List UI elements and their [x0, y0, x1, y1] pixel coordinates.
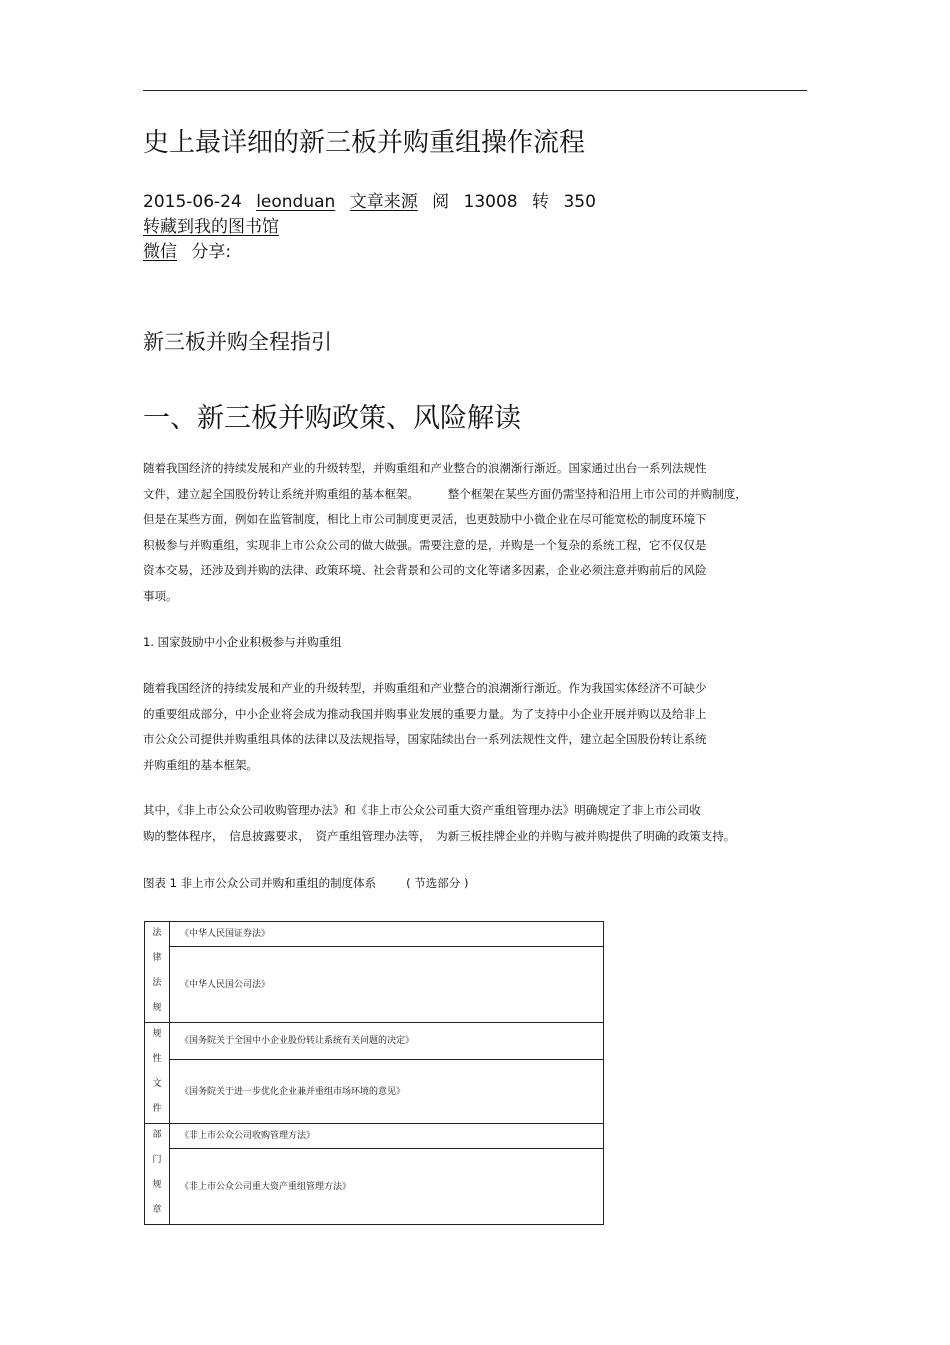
- figure-caption: [143, 875, 468, 891]
- table-row: [145, 1124, 604, 1149]
- category-char: 件: [152, 1104, 162, 1114]
- law-item: 《国务院关于进一步优化企业兼并重组市场环境的意见》: [180, 1086, 406, 1097]
- reads-label: 阅: [432, 192, 450, 212]
- subsection-heading: [143, 630, 783, 656]
- regulation-table: [144, 921, 604, 1225]
- text-line: 文件，建立起全国股份转让系统并购重组的基本框架。 整个框架在某些方面仍需坚持和沿用上市公司的并购制度，: [143, 486, 747, 501]
- law-item: 《中华人民国公司法》: [180, 979, 271, 990]
- law-item-cell: [170, 947, 604, 1023]
- law-item-cell: [170, 922, 604, 947]
- category-char: 章: [152, 1205, 162, 1215]
- category-char: 部: [152, 1130, 162, 1140]
- chapter-title: 一、新三板并购政策、风险解读: [143, 403, 521, 434]
- figure-caption-text: 图表 1 非上市公众公司并购和重组的制度体系: [143, 876, 377, 890]
- law-item-cell: [170, 1124, 604, 1149]
- category-char: 文: [152, 1079, 162, 1089]
- reads-count: 13008: [463, 192, 518, 212]
- text-line: 随着我国经济的持续发展和产业的升级转型，并购重组和产业整合的浪潮渐行渐近。作为我国实体经济不可缺少: [143, 681, 707, 695]
- source-link[interactable]: 文章来源: [349, 192, 418, 212]
- law-item: 《非上市公众公司收购管理方法》: [180, 1131, 316, 1142]
- text-line: 其中，《非上市公众公司收购管理办法》和《非上市公众公司重大资产重组管理办法》明确规定了非上市公司收: [143, 803, 701, 817]
- top-divider: [143, 90, 807, 91]
- save-to-library-link[interactable]: 转藏到我的图书馆: [143, 217, 279, 237]
- category-cell: [145, 1124, 170, 1225]
- table-row: [145, 922, 604, 947]
- author-link[interactable]: leonduan: [256, 192, 336, 212]
- law-item-cell: [170, 1060, 604, 1124]
- reposts-count: 350: [563, 192, 596, 212]
- paragraph-regulations: [143, 798, 783, 849]
- category-char: 规: [152, 1003, 162, 1013]
- text-line: 事项。: [143, 588, 178, 603]
- category-char: 门: [152, 1155, 162, 1165]
- article-meta: [143, 190, 605, 265]
- text-line: 购的整体程序， 信息披露要求， 资产重组管理办法等， 为新三板挂牌企业的并购与被并购提供了明确的政策支持。: [143, 828, 736, 843]
- paragraph-intro: [143, 456, 783, 609]
- text-line: 的重要组成部分，中小企业将会成为推动我国并购事业发展的重要力量。为了支持中小企业开展并购以及给非上: [143, 706, 707, 721]
- law-item-cell: [170, 1149, 604, 1225]
- subsection-heading-text: 1. 国家鼓励中小企业积极参与并购重组: [143, 635, 342, 649]
- category-cell: [145, 1023, 170, 1124]
- wechat-share-link[interactable]: 微信: [143, 242, 177, 262]
- table-row: [145, 1149, 604, 1225]
- text-line: 并购重组的基本框架。: [143, 757, 258, 772]
- text-line: 但是在某些方面，例如在监管制度，相比上市公司制度更灵活，也更鼓励中小微企业在尽可能宽松的制度环境下: [143, 512, 707, 526]
- reposts-label: 转: [532, 192, 550, 212]
- table-row: [145, 1023, 604, 1060]
- publish-date: 2015-06-24: [143, 192, 242, 212]
- paragraph-encourage: [143, 676, 783, 778]
- section-title: 新三板并购全程指引: [143, 330, 332, 354]
- figure-caption-note: ( 节选部分 ): [406, 876, 469, 890]
- category-cell: [145, 922, 170, 1023]
- share-label: 分享:: [191, 242, 232, 262]
- category-char: 法: [152, 978, 162, 988]
- text-line: 积极参与并购重组，实现非上市公众公司的做大做强。需要注意的是，并购是一个复杂的系统工程，它不仅仅是: [143, 537, 707, 552]
- category-char: 性: [152, 1054, 162, 1064]
- table-row: [145, 947, 604, 1023]
- text-line: 资本交易，还涉及到并购的法律、政策环境、社会背景和公司的文化等诸多因素，企业必须注意并购前后的风险: [143, 563, 707, 577]
- category-char: 规: [152, 1029, 162, 1039]
- law-item: 《国务院关于全国中小企业股份转让系统有关问题的决定》: [180, 1036, 415, 1047]
- page-title: 史上最详细的新三板并购重组操作流程: [143, 128, 586, 158]
- law-item-cell: [170, 1023, 604, 1060]
- table-row: [145, 1060, 604, 1124]
- category-char: 法: [152, 928, 162, 938]
- law-item: 《中华人民国证券法》: [180, 929, 271, 940]
- law-item: 《非上市公众公司重大资产重组管理方法》: [180, 1181, 352, 1192]
- text-line: 市公众公司提供并购重组具体的法律以及法规指导，国家陆续出台一系列法规性文件，建立起全国股份转让系统: [143, 732, 707, 746]
- category-char: 律: [152, 953, 162, 963]
- category-char: 规: [152, 1180, 162, 1190]
- text-line: 随着我国经济的持续发展和产业的升级转型，并购重组和产业整合的浪潮渐行渐近。国家通过出台一系列法规性: [143, 461, 707, 475]
